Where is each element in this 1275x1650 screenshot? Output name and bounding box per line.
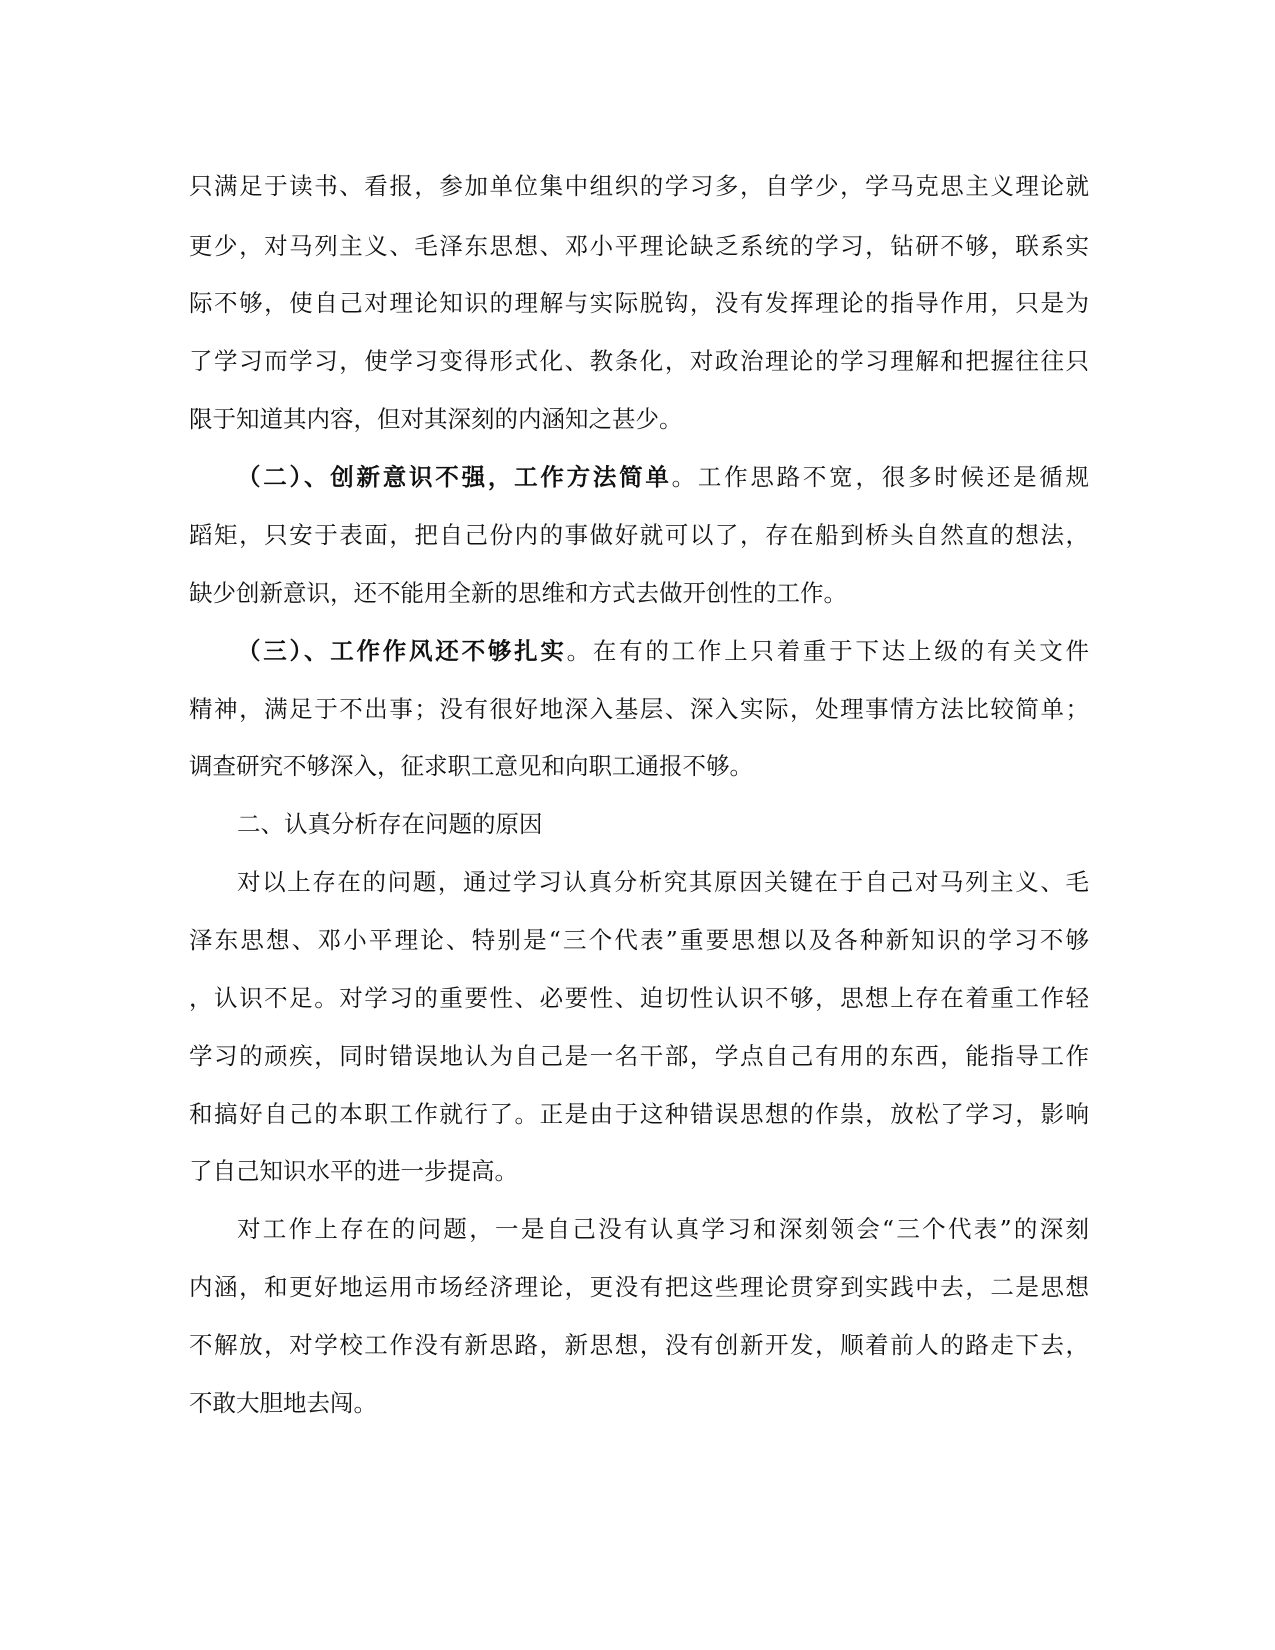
paragraph-line: 泽东思想、邓小平理论、特别是“三个代表”重要思想以及各种新知识的学习不够: [189, 926, 1089, 954]
section-three-text: 。在有的工作上只着重于下达上级的有关文件: [566, 637, 1090, 665]
paragraph-line: 调查研究不够深入，征求职工意见和向职工通报不够。: [189, 752, 753, 780]
section-three-heading: （三）、工作作风还不够扎实: [237, 637, 567, 665]
paragraph-line: 学习的顽疾，同时错误地认为自己是一名干部，学点自己有用的东西，能指导工作: [189, 1042, 1089, 1070]
paragraph-line: ，认识不足。对学习的重要性、必要性、迫切性认识不够，思想上存在着重工作轻: [189, 984, 1089, 1012]
paragraph-line: 了自己知识水平的进一步提高。: [189, 1157, 518, 1185]
section-two-text: 。工作思路不宽，很多时候还是循规: [671, 463, 1090, 491]
paragraph-line: 和搞好自己的本职工作就行了。正是由于这种错误思想的作祟，放松了学习，影响: [189, 1100, 1089, 1128]
section-two-first-line: [237, 462, 1089, 492]
paragraph-line: 际不够，使自己对理论知识的理解与实际脱钩，没有发挥理论的指导作用，只是为: [189, 289, 1089, 317]
paragraph-line: 缺少创新意识，还不能用全新的思维和方式去做开创性的工作。: [189, 579, 847, 607]
section-two-heading: （二）、创新意识不强，工作方法简单: [237, 463, 672, 491]
paragraph-line: 不敢大胆地去闯。: [189, 1389, 377, 1417]
paragraph-line: 精神，满足于不出事；没有很好地深入基层、深入实际，处理事情方法比较简单；: [189, 695, 1089, 723]
paragraph-line: 内涵，和更好地运用市场经济理论，更没有把这些理论贯穿到实践中去，二是思想: [189, 1273, 1089, 1301]
paragraph-line: 蹈矩，只安于表面，把自己份内的事做好就可以了，存在船到桥头自然直的想法，: [189, 521, 1089, 549]
paragraph-line: 不解放，对学校工作没有新思路，新思想，没有创新开发，顺着前人的路走下去，: [189, 1331, 1089, 1359]
paragraph-line: 更少，对马列主义、毛泽东思想、邓小平理论缺乏系统的学习，钻研不够，联系实: [189, 232, 1089, 260]
paragraph-line: 对以上存在的问题，通过学习认真分析究其原因关键在于自己对马列主义、毛: [237, 868, 1089, 896]
paragraph-line: 对工作上存在的问题，一是自己没有认真学习和深刻领会“三个代表”的深刻: [237, 1215, 1089, 1243]
paragraph-line: 限于知道其内容，但对其深刻的内涵知之甚少。: [189, 405, 683, 433]
paragraph-line: 了学习而学习，使学习变得形式化、教条化，对政治理论的学习理解和把握往往只: [189, 347, 1089, 375]
paragraph-line: 只满足于读书、看报，参加单位集中组织的学习多，自学少，学马克思主义理论就: [189, 172, 1089, 200]
section-three-first-line: [237, 636, 1089, 666]
section-title: 二、认真分析存在问题的原因: [237, 810, 543, 838]
